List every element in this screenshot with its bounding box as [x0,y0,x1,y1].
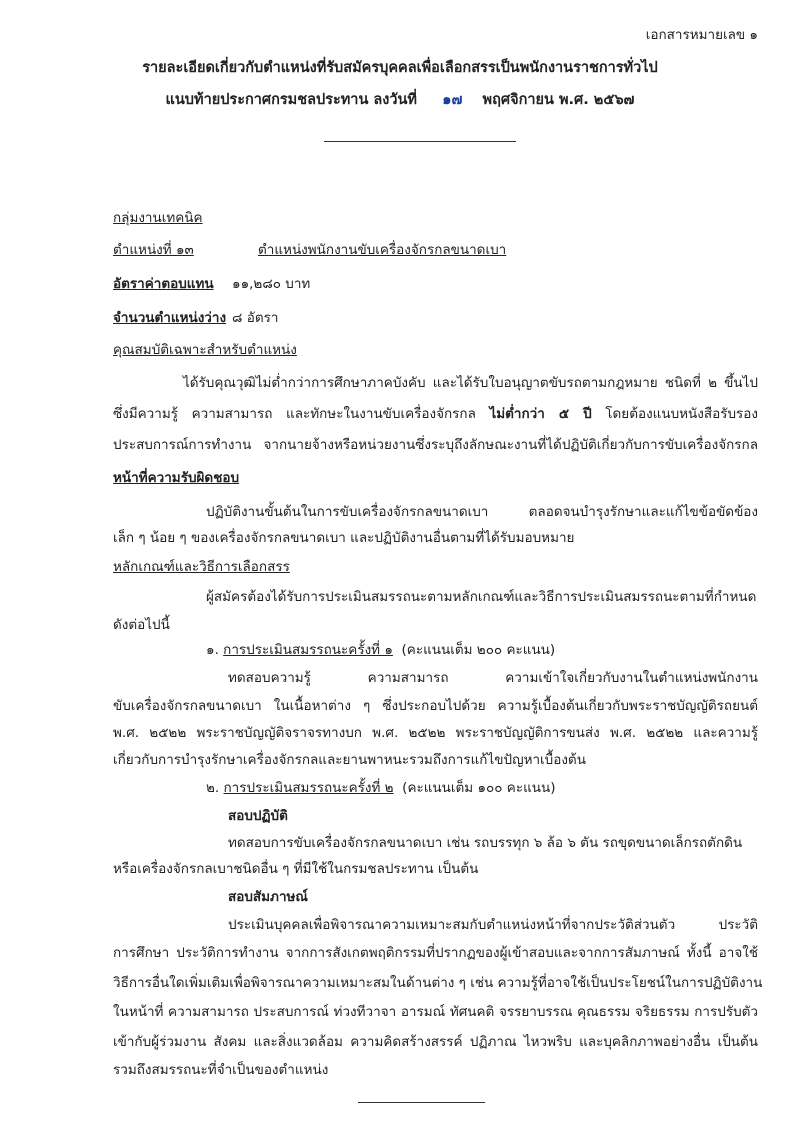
qualifications-heading: คุณสมบัติเฉพาะสำหรับตำแหน่ง [113,342,297,358]
selection-heading: หลักเกณฑ์และวิธีการเลือกสรร [113,559,290,575]
selection-intro: ผู้สมัครต้องได้รับการประเมินสมรรถนะตามหลักเกณฑ์และวิธีการประเมินสมรรถนะตามที่กำหนด [206,589,757,605]
qualifications-line: ประสบการณ์การทำงาน จากนายจ้างหรือหน่วยงานซึ่งระบุถึงลักษณะงานที่ได้ปฏิบัติเกี่ยวกับการขับเครื่องจักรกล [113,437,758,453]
practical-line: ทดสอบการขับเครื่องจักรกลขนาดเบา เช่น รถบรรทุก ๖ ล้อ ๖ ตัน รถขุดขนาดเล็กรถตักดิน [228,835,743,851]
round2-number: ๒. [206,780,220,796]
round1-heading [206,640,555,660]
round1-line: พ.ศ. ๒๕๒๒ พระราชบัญญัติจราจรทางบก พ.ศ. ๒๕๒๒ พระราชบัญญัติการขนส่ง พ.ศ. ๒๕๒๒ และความรู้ [113,725,758,741]
round2-heading [206,778,556,798]
qualifications-line [113,404,758,424]
selection-intro: ดังต่อไปนี้ [113,617,170,633]
document-number: เอกสารหมายเลข ๑ [645,27,758,43]
title-prefix: แนบท้ายประกาศกรมชลประทาน ลงวันที่ [165,92,417,108]
practical-line: หรือเครื่องจักรกลเบาชนิดอื่น ๆ ที่มีใช้ในกรมชลประทาน เป็นต้น [113,861,479,877]
vacancies-value: ๘ อัตรา [232,310,279,326]
qualifications-line: ได้รับคุณวุฒิไม่ต่ำกว่าการศึกษาภาคบังคับ และได้รับใบอนุญาตขับรถตามกฎหมาย ชนิดที่ ๒ ขึ้นไป [183,375,758,391]
qualifications-text: โดยต้องแนบหนังสือรับรอง [605,406,758,422]
interview-line: ประเมินบุคคลเพื่อพิจารณาความเหมาะสมกับตำแหน่งหน้าที่จากประวัติส่วนตัว ประวัติ [228,917,758,933]
round1-line: เกี่ยวกับการบำรุงรักษาเครื่องจักรกลและยานพาหนะรวมถึงการแก้ไขปัญหาเบื้องต้น [113,752,586,768]
title-line-1: รายละเอียดเกี่ยวกับตำแหน่งที่รับสมัครบุคคลเพื่อเลือกสรรเป็นพนักงานราชการทั่วไป [142,60,658,76]
salary-label: อัตราค่าตอบแทน [113,276,214,292]
vacancies-label: จำนวนตำแหน่งว่าง [113,310,227,326]
round1-number: ๑. [206,642,219,658]
round1-line: ทดสอบความรู้ ความสามารถ ความเข้าใจเกี่ยวกับงานในตำแหน่งพนักงาน [228,670,758,686]
round2-score: (คะแนนเต็ม ๑๐๐ คะแนน) [402,780,556,796]
interview-line: ในหน้าที่ ความสามารถ ประสบการณ์ ท่วงทีวาจา อารมณ์ ทัศนคติ จรรยาบรรณ คุณธรรม จริยธรรม การปรับตัว [113,1004,758,1020]
interview-line: รวมถึงสมรรถนะที่จำเป็นของตำแหน่ง [113,1062,329,1078]
practical-heading: สอบปฏิบัติ [228,808,288,824]
interview-line: วิธีการอื่นใดเพิ่มเติมเพื่อพิจารณาความเหมาะสมในด้านต่าง ๆ เช่น ความรู้ที่อาจใช้เป็นประโยชน์ในการปฏิบัติงาน [113,975,763,991]
interview-heading: สอบสัมภาษณ์ [228,889,308,905]
round1-line: ขับเครื่องจักรกลขนาดเบา ในเนื้อหาต่าง ๆ ซึ่งประกอบไปด้วย ความรู้เบื้องต้นเกี่ยวกับพระราชบัญญัติรถยนต์ [113,698,758,714]
interview-line: การศึกษา ประวัติการทำงาน จากการสังเกตพฤติกรรมที่ปรากฏของผู้เข้าสอบและจากการสัมภาษณ์ ทั้งนี้ อาจใช้ [113,945,758,961]
interview-line: เข้ากับผู้ร่วมงาน สังคม และสิ่งแวดล้อม ความคิดสร้างสรรค์ ปฏิภาณ ไหวพริบ และบุคลิกภาพอย่างอื่น เป็นต้น [113,1034,758,1050]
group-heading: กลุ่มงานเทคนิค [113,210,203,226]
qualifications-text: ซึ่งมีความรู้ ความสามารถ และทักษะในงานขับเครื่องจักรกล [113,406,476,422]
position-label: ตำแหน่งที่ ๑๓ [113,242,194,258]
end-divider [358,1102,485,1103]
position-value: ตำแหน่งพนักงานขับเครื่องจักรกลขนาดเบา [258,242,507,258]
round1-title: การประเมินสมรรถนะครั้งที่ ๑ [223,642,393,658]
salary-value: ๑๑,๒๘๐ บาท [232,276,311,292]
title-day: ๑๗ [442,92,463,108]
title-line-2 [0,90,800,110]
duties-line: เล็ก ๆ น้อย ๆ ของเครื่องจักรกลขนาดเบา และปฏิบัติงานอื่นตามที่ได้รับมอบหมาย [113,530,575,546]
duties-heading: หน้าที่ความรับผิดชอบ [113,470,240,486]
qualifications-experience: ไม่ต่ำกว่า ๕ ปี [489,406,592,422]
duties-line: ปฏิบัติงานขั้นต้นในการขับเครื่องจักรกลขนาดเบา ตลอดจนบำรุงรักษาและแก้ไขข้อขัดข้อง [206,504,758,520]
round1-score: (คะแนนเต็ม ๒๐๐ คะแนน) [401,642,556,658]
title-suffix: พฤศจิกายน พ.ศ. ๒๕๖๗ [482,92,635,108]
title-divider [324,141,516,142]
round2-title: การประเมินสมรรถนะครั้งที่ ๒ [223,780,394,796]
